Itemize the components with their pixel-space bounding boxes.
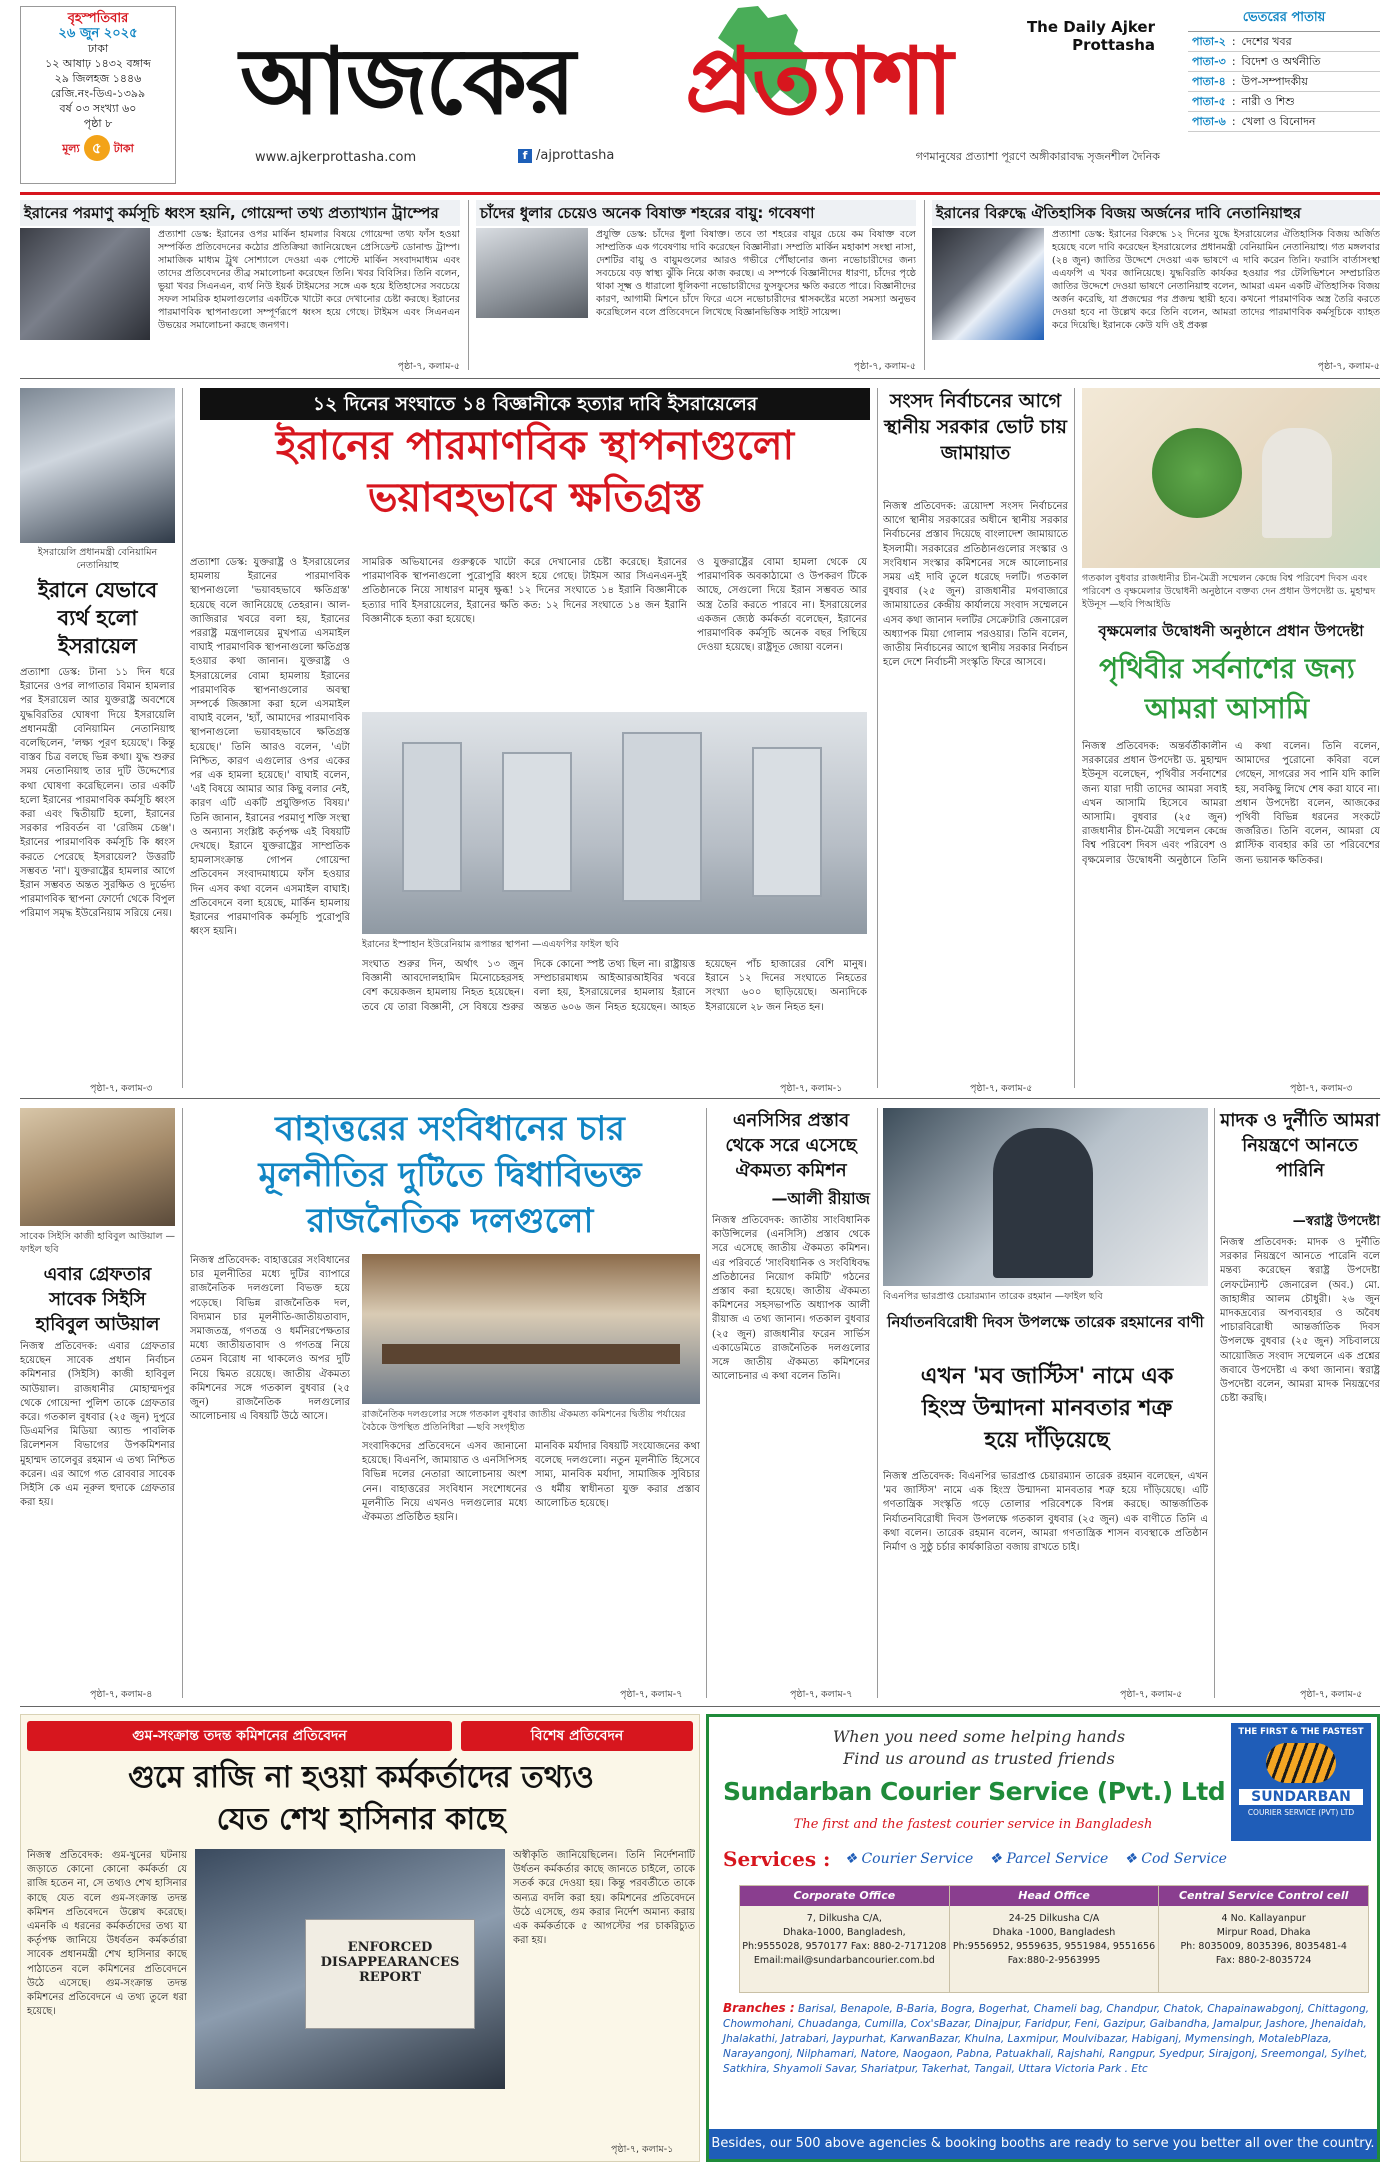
inside-index-page: পাতা-৫ <box>1192 95 1226 108</box>
lead-continue[interactable]: পৃষ্ঠা-৭, কলাম-১ <box>780 1083 843 1094</box>
special-continue[interactable]: পৃষ্ঠা-৭, কলাম-১ <box>611 2144 674 2155</box>
tiger-icon <box>1266 1743 1336 1783</box>
services-label: Services : <box>723 1847 831 1871</box>
ad-badge <box>1231 1723 1371 1841</box>
ad-offices <box>739 1885 1369 1993</box>
inside-index-page: পাতা-৪ <box>1192 75 1226 88</box>
lead-body-2: সামরিক অভিযানের গুরুত্বকে খাটো করে দেখানোর চেষ্টা করেছে। ইরানের পারমাণবিক স্থাপনাগুলো পুরোপুরি ধ্বংস হয়ে গেছে। টাইমস আর সিএনএন-দুই প্রতিষ্ঠানকে নিয়ে সাধারণ মানুষ ক্ষুব্ধ! ১২ দিনের সংঘাতে ১৪ ইরানি বিজ্ঞানীকে হত্যার দাবি ইসরায়েলের, ইরানের ক্ষতি কত: ১২ দিনের সংঘাতে ১৪ জন ইরানি বিজ্ঞানীকে হত্যা করা হয়েছে। <box>362 557 687 625</box>
special-headline-1[interactable]: গুমে রাজি না হওয়া কর্মকর্তাদের তথ্যও <box>128 1760 594 1795</box>
services-list <box>844 1851 1227 1867</box>
top-story-2-continue[interactable]: পৃষ্ঠা-৭, কলাম-৫ <box>853 361 916 372</box>
tagline: গণমানুষের প্রত্যাশা পূরণে অঙ্গীকারাবদ্ধ সৃজনশীল দৈনিক <box>915 150 1160 163</box>
facility-tanks <box>752 747 822 897</box>
tarique-headline-2[interactable]: হিংস্র উন্মাদনা মানবতার শত্রু <box>921 1395 1173 1421</box>
inside-index-page: পাতা-৬ <box>1192 115 1226 128</box>
moon-dust-photo <box>476 228 588 318</box>
english-name: The Daily Ajker Prottasha <box>1026 18 1155 54</box>
ncc-byline: —আলী রীয়াজ <box>771 1189 870 1208</box>
inside-index-label: দেশের খবর <box>1241 35 1292 48</box>
office-line: Fax: 880-2-8035724 <box>1215 1955 1312 1966</box>
aowal-caption: সাবেক সিইসি কাজী হাবিবুল আউয়াল —ফাইল ছবি <box>20 1231 175 1255</box>
office-line: Dhaka -1000, Bangladesh <box>992 1927 1116 1938</box>
divider <box>1214 1108 1215 1698</box>
inside-index-item[interactable]: পাতা-৬ : খেলা ও বিনোদন <box>1188 112 1380 132</box>
ad-branches <box>723 2001 1373 2077</box>
office-column <box>740 1886 950 1992</box>
special-label-left: গুম-সংক্রান্ত তদন্ত কমিশনের প্রতিবেদন <box>27 1721 452 1751</box>
office-title: Central Service Control cell <box>1159 1886 1368 1906</box>
constitution-body-3: মানবিক মর্যাদার বিষয়টি সংযোজনের কথা বলেছে দলগুলো। নতুন মূলনীতি হিসেবে সাম্য, মানবিক মর্যাদা, সামাজিক সুবিচার ও ধর্মীয় স্বাধীনতা যুক্ত করার প্রস্তাব আলোচিত হয়েছে। <box>535 1441 700 1509</box>
yunus-podium-photo <box>1082 388 1380 568</box>
service-label: Cod Service <box>1141 1851 1227 1867</box>
inside-index-item[interactable]: পাতা-৪ : উপ-সম্পাদকীয় <box>1188 72 1380 92</box>
inside-index-label: উপ-সম্পাদকীয় <box>1241 75 1308 88</box>
facility-tanks <box>502 752 572 892</box>
price-value: ৫ <box>84 135 110 161</box>
divider <box>706 1108 707 1698</box>
office-line: Ph:9555028, 9570177 Fax: 880-2-7171208 <box>742 1941 947 1952</box>
consensus-meeting-photo <box>362 1254 700 1404</box>
climate-body: নিজস্ব প্রতিবেদক: অন্তর্বর্তীকালীন সরকারের প্রধান উপদেষ্টা ড. মুহাম্মদ ইউনূস বলেছেন, পৃথিবীর সর্বনাশের জন্য যারা দায়ী তাদের আমরা সবাই এখন আসামি হিসেবে আমরা আসামি। বুধবার (২৫ জুন) রাজধানীর চীন-মৈত্রী সম্মেলন কেন্দ্রে বিশ্ব পরিবেশ দিবস এবং পরিবেশ ও বৃক্ষমেলার উদ্বোধনী অনুষ্ঠানে তিনি এ কথা বলেন। তিনি বলেন, আমাদের পুরোনো কবিরা বলে গেছেন, সাগরের সব পানি যদি কালি হয়, সবকিছু লিখে শেষ করা যাবে না। প্রধান উপদেষ্টা বলেন, আজকের পৃথিবী বিভিন্ন ধরনের সংকটে জর্জরিত। তিনি বলেন, আমরা যে প্লাস্টিক ব্যবহার করি তা পরিবেশের জন্য ভয়ানক ক্ষতিকর। <box>1082 741 1380 866</box>
section-rule <box>20 1098 1380 1099</box>
service-item <box>1124 1851 1227 1867</box>
lead-body-1: প্রত্যাশা ডেস্ক: যুক্তরাষ্ট্র ও ইসরায়েলের হামলায় ইরানের পারমাণবিক স্থাপনাগুলো 'ভয়াবহভাবে ক্ষতিগ্রস্ত' হয়েছে বলে জানিয়েছে তেহরান। আল-জাজিরার খবরে বলা হয়, ইরানের পররাষ্ট্র মন্ত্রণালয়ের মুখপাত্র এসমাইল বাঘাই পারমাণবিক স্থাপনাগুলো ক্ষতিগ্রস্ত হওয়ার কথা জানান। যুক্তরাষ্ট্র ও ইসরায়েলের বোমা হামলায় ইরানের পারমাণবিক স্থাপনাগুলোর অবস্থা সম্পর্কে জিজ্ঞাসা করা হলে এসমাইল বাঘাই বলেন, 'হ্যাঁ, আমাদের পারমাণবিক স্থাপনাগুলো ভয়াবহভাবে ক্ষতিগ্রস্ত হয়েছে।' তিনি আরও বলেন, 'এটা নিশ্চিত, কারণ এগুলোর ওপর একের পর এক হামলা হয়েছে।' বাঘাই বলেন, 'এই বিষয়ে আমার আর কিছু বলার নেই, কারণ এটি একটি প্রযুক্তিগত বিষয়।' তিনি জানান, ইরানের পরমাণু শক্তি সংস্থা ও অন্যান্য সংশ্লিষ্ট কর্তৃপক্ষ এই বিষয়টি দেখছে। ইরানে যুক্তরাষ্ট্রের সাম্প্রতিক হামলাসংক্রান্ত গোপন গোয়েন্দা প্রতিবেদন সংবাদমাধ্যমে ফাঁস হওয়ার দিন এসব কথা বলেন এসমাইল বাঘাই। প্রতিবেদনে বলা হয়েছে, মার্কিন হামলায় ইরানের পারমাণবিক কর্মসূচি পুরোপুরি ধ্বংস হয়নি। <box>190 557 350 938</box>
date-hijri: ২৯ জিলহজ ১৪৪৬ <box>54 72 142 85</box>
inside-index-item[interactable]: পাতা-৫ : নারী ও শিশু <box>1188 92 1380 112</box>
polls-continue[interactable]: পৃষ্ঠা-৭, কলাম-৫ <box>970 1083 1033 1094</box>
special-headline-2[interactable]: যেত শেখ হাসিনার কাছে <box>216 1802 506 1837</box>
ad-badge-sub: COURIER SERVICE (PVT) LTD <box>1247 1808 1355 1817</box>
aowal-body: নিজস্ব প্রতিবেদক: এবার গ্রেফতার হয়েছেন সাবেক প্রধান নির্বাচন কমিশনার (সিইসি) কাজী হাবিবুল আউয়াল। রাজধানীর মোহাম্মদপুর থেকে গোয়েন্দা পুলিশ তাকে গ্রেফতার করে। গতকাল বুধবার (২৫ জুন) দুপুরে ডিএমপির মিডিয়া অ্যান্ড পাবলিক রিলেশনস বিভাগের উপকমিশনার মুহাম্মদ তালেবুর রহমান এ তথ্য নিশ্চিত করেন। এর আগে গত রোববার সাবেক সিইসি কে এম নূরুল হুদাকে গ্রেফতার করা হয়। <box>20 1341 175 1509</box>
diamond-icon: ❖ <box>989 1851 1007 1867</box>
date-bn: ১২ আষাঢ় ১৪৩২ বঙ্গাব্দ <box>45 57 151 70</box>
constitution-continue[interactable]: পৃষ্ঠা-৭, কলাম-৭ <box>620 1689 683 1700</box>
top-story-3-headline[interactable]: ইরানের বিরুদ্ধে ঐতিহাসিক বিজয় অর্জনের দাবি নেতানিয়াহুর <box>932 200 1380 226</box>
top-story-1-headline[interactable]: ইরানের পরমাণু কর্মসূচি ধ্বংস হয়নি, গোয়েন্দা তথ্য প্রত্যাখ্যান ট্রাম্পের <box>20 200 460 226</box>
masthead-rule <box>20 192 1380 195</box>
top-story-1-continue[interactable]: পৃষ্ঠা-৭, কলাম-৫ <box>397 361 460 372</box>
divider <box>924 200 925 370</box>
speaker-figure <box>1262 428 1332 538</box>
top-story-3-continue[interactable]: পৃষ্ঠা-৭, কলাম-৫ <box>1317 361 1380 372</box>
office-title: Corporate Office <box>740 1886 949 1906</box>
office-line: Mirpur Road, Dhaka <box>1216 1927 1311 1938</box>
top-story-1 <box>20 200 460 375</box>
date-en: ২৬ জুন ২০২৫ <box>58 26 138 41</box>
inside-index-label: খেলা ও বিনোদন <box>1241 115 1316 128</box>
lead-body-3: ও যুক্তরাষ্ট্রের বোমা হামলা থেকে যে পারমাণবিক অবকাঠামো ও উপকরণ টিকে আছে, সেগুলো দিয়ে ইরান সম্ভবত আর অস্ত্র তৈরি করতে পারবে না। ইসরায়েলের একজন জ্যেষ্ঠ কর্মকর্তা বলেছেন, ইরানের পারমাণবিক কর্মসূচি অনেক বছর পিছিয়ে দেওয়া হয়েছে। রাষ্ট্রদূত জোয়া বলেন। <box>697 557 867 654</box>
city: ঢাকা <box>87 42 109 55</box>
title-right: প্রত্যাশা <box>685 27 952 135</box>
inside-index <box>1188 6 1380 128</box>
aowal-photo <box>20 1108 175 1226</box>
special-body-2: অস্বীকৃতি জানিয়েছিলেন। তিনি নির্দেশনাটি উর্ধতন কর্মকর্তার কাছে জানতে চাইলে, তাকে সতর্ক করে দেওয়া হয়। কিন্তু পরবর্তীতে তাকে অন্যত্র বদলি করা হয়। কমিশনের প্রতিবেদনে উঠে এসেছে, গুম করার নির্দেশ অমান্য করায় এক কর্মকর্তাকে ৫ আগস্টের পর চাকরিচ্যুত করা হয়। <box>513 1850 695 1947</box>
isfahan-facility-photo <box>362 712 867 934</box>
constitution-headline-3[interactable]: রাজনৈতিক দলগুলো <box>306 1201 594 1241</box>
ncc-headline[interactable]: এনসিসির প্রস্তাব থেকে সরে এসেছে ঐকমত্য কমিশন <box>725 1110 857 1181</box>
aowal-headline[interactable]: এবার গ্রেফতার সাবেক সিইসি হাবিবুল আউয়াল <box>35 1264 160 1335</box>
service-item <box>989 1851 1108 1867</box>
office-line: 4 No. Kallayanpur <box>1221 1913 1306 1924</box>
price-unit: টাকা <box>113 141 134 155</box>
special-report <box>20 1714 700 2162</box>
service-label: Parcel Service <box>1006 1851 1109 1867</box>
ncc-body: নিজস্ব প্রতিবেদক: জাতীয় সাংবিধানিক কাউন্সিলের (এনসিসি) প্রস্তাব থেকে সরে এসেছে জাতীয় ঐকমত্য কমিশন। এর পরিবর্তে 'সাংবিধানিক ও সংবিধিবদ্ধ প্রতিষ্ঠানের নিয়োগ কমিটি' গঠনের প্রস্তাব করা হয়েছে। জাতীয় ঐকমত্য কমিশনের সহসভাপতি অধ্যাপক আলী রীয়াজ এ তথ্য জানান। গতকাল বুধবার (২৫ জুন) রাজধানীর ফরেন সার্ভিস একাডেমিতে রাজনৈতিক দলগুলোর সঙ্গে জাতীয় ঐকমত্য কমিশনের আলোচনার এ কথা বলেন তিনি। <box>712 1215 870 1383</box>
inside-index-label: নারী ও শিশু <box>1241 95 1295 108</box>
inside-index-title: ভেতরের পাতায় <box>1188 6 1380 32</box>
volume: বর্ষ ০৩ সংখ্যা ৬০ <box>59 102 137 115</box>
ad-company: Sundarban Courier Service (Pvt.) Ltd <box>723 1777 1226 1806</box>
diamond-icon: ❖ <box>1124 1851 1142 1867</box>
top-story-2-body: প্রযুক্তি ডেস্ক: চাঁদের ধুলা বিষাক্ত। তবে তা শহরের বায়ুর চেয়ে কম বিষাক্ত বলে সাম্প্রতিক এক গবেষণায় দাবি করেছেন বিজ্ঞানীরা। সম্প্রতি মার্কিন মহাকাশ সংস্থা নাসা, দেশটির বায়ু ও বায়ুমণ্ডলের আরও গভীরে পৌঁছানোর জন্য নভোচারীদের জন্য সবচেয়ে বড় স্বাস্থ্য ঝুঁকি নিয়ে কাজ করছে। এ সম্পর্কে বিজ্ঞানীদের ধারণা, চাঁদের পৃষ্ঠে থাকা সূক্ষ্ম ও ধারালো ধূলিকণা নভোচারীদের ফুসফুসের ক্ষতি করতে পারে। বিজ্ঞানীদের কারণ, আগামী মিশনে চাঁদে ফিরে এসে নভোচারীদের শ্বাসকষ্টের মতো সমস্যা অনুভব করেছিলেন বলে প্রতিবেদনে লিখেছে বিজ্ঞানভিত্তিক সাইট সায়েন্স। <box>596 229 916 318</box>
disappearance-report-photo <box>195 1849 505 2089</box>
office-line: Fax:880-2-9563995 <box>1007 1955 1101 1966</box>
office-column <box>1159 1886 1368 1992</box>
tarique-body: নিজস্ব প্রতিবেদক: বিএনপির ভারপ্রাপ্ত চেয়ারম্যান তারেক রহমান বলেছেন, এখন 'মব জাস্টিস' নামে এক হিংস্র উন্মাদনা মানবতার শত্রু হয়ে দাঁড়িয়েছে। এটি গণতান্ত্রিক সংস্কৃতি গড়ে তোলার পরিবেশকে বিপন্ন করছে। আন্তর্জাতিক নির্যাতনবিরোধী দিবস উপলক্ষে গতকাল বুধবার (২৫ জুন) এক বাণীতে তিনি এ কথা বলেন। তারেক রহমান বলেন, আমরা গণতান্ত্রিক শাসন ব্যবস্থাকে প্রতিষ্ঠান নির্মাণ ও সুষ্ঠু চর্চার কার্যকারিতা বজায় রাখতে চাই। <box>883 1471 1208 1554</box>
tarique-kicker: নির্যাতনবিরোধী দিবস উপলক্ষে তারেক রহমানের বাণী <box>887 1313 1204 1331</box>
report-title-1: ENFORCED <box>347 1940 433 1955</box>
service-item <box>844 1851 973 1867</box>
polls-headline[interactable]: সংসদ নির্বাচনের আগে স্থানীয় সরকার ভোট চায় জামায়াত <box>884 390 1067 464</box>
trump-photo <box>20 228 150 340</box>
report-title-2: DISAPPEARANCES <box>320 1955 460 1970</box>
inside-index-item[interactable]: পাতা-২ : দেশের খবর <box>1188 32 1380 52</box>
report-cover <box>305 1919 475 2029</box>
special-label-right: বিশেষ প্রতিবেদন <box>461 1721 693 1751</box>
lead-kicker: ১২ দিনের সংঘাতে ১৪ বিজ্ঞানীকে হত্যার দাবি ইসরায়েলের <box>200 388 870 420</box>
top-story-1-body: প্রত্যাশা ডেস্ক: ইরানের ওপর মার্কিন হামলার বিষয়ে গোয়েন্দা তথ্য ফাঁস হওয়া সম্পর্কিত প্রতিবেদনের কঠোর প্রতিক্রিয়া জানিয়েছেন প্রেসিডেন্ট ডোনাল্ড ট্রাম্প। সামাজিক মাধ্যম ট্রুথ সোশ্যালে দেওয়া এক পোস্টে মার্কিন সংবাদমাধ্যম এবং তাদের প্রতিবেদনের তীব্র সমালোচনা করেছেন তিনি। খবর বিবিসির। তিনি বলেন, ভুয়া খবর সিএনএন, ব্যর্থ নিউ ইয়র্ক টাইমসের সঙ্গে এক হয়ে ইতিহাসের সবচেয়ে সফল সামরিক হামলাগুলোর একটিকে খাটো করে দেখানোর চেষ্টা করছে। ইরানের পারমাণবিক স্থাপনাগুলো সম্পূর্ণরূপে ধ্বংস হয়ে গেছে। টাইমস এবং সিএনএন উভয়ের সমালোচনা করছে জনগণ। <box>158 229 460 331</box>
left-story-continue[interactable]: পৃষ্ঠা-৭, কলাম-৩ <box>90 1083 153 1094</box>
meeting-caption: রাজনৈতিক দলগুলোর সঙ্গে গতকাল বুধবার জাতীয় ঐকমত্য কমিশনের দ্বিতীয় পর্যায়ের বৈঠকে উপস্থিত প্রতিনিধিরা —ছবি সংগৃহীত <box>362 1409 686 1433</box>
left-story-headline[interactable]: ইরানে যেভাবে ব্যর্থ হলো ইসরায়েল <box>37 577 158 658</box>
tarique-continue[interactable]: পৃষ্ঠা-৭, কলাম-৫ <box>1120 1689 1183 1700</box>
divider <box>182 1108 183 1698</box>
divider <box>182 388 183 1088</box>
lead-body-4 <box>362 958 867 1078</box>
left-story-body: প্রত্যাশা ডেস্ক: টানা ১১ দিন ধরে ইরানের ওপর লাগাতার বিমান হামলার পর ইসরায়েল আর যুক্তরাষ্ট্র অবশেষে যুদ্ধবিরতির ঘোষণা দিয়ে ইসরায়েলি প্রধানমন্ত্রী বেনিয়ামিন নেতানিয়াহু বলেছিলেন, 'লক্ষ্য পূরণ হয়েছে'। কিন্তু বাস্তব চিত্র বলছে ভিন্ন কথা। যুদ্ধ শুরুর সময় নেতানিয়াহু তার দুটি উদ্দেশ্যের কথা ঘোষণা করেছিলেন। তার একটি হলো ইরানের পারমাণবিক কর্মসূচি ধ্বংস করা এবং দ্বিতীয়টি হলো, ইরানের সরকার পরিবর্তন বা 'রেজিম চেঞ্জ'। ইরানের পারমাণবিক কর্মসূচি কি ধ্বংস করতে পেরেছে ইসরায়েল? উত্তরটি সম্ভবত 'না'। যুক্তরাষ্ট্রের হামলার আগে ইরান সম্ভবত অন্তত সুরক্ষিত ও দুর্ভেদ্য পারমাণবিক স্থাপনা ফোর্দো থেকে বিপুল পরিমাণ সমৃদ্ধ ইউরেনিয়াম সরিয়ে নেয়। <box>20 667 175 920</box>
special-body-1: নিজস্ব প্রতিবেদক: গুম-খুনের ঘটনায় জড়াতে কোনো কোনো কর্মকর্তা যে রাজি হতেন না, সে তথ্যও শেখ হাসিনার কাছে যেত বলে গুম-সংক্রান্ত তদন্ত কমিশন প্রতিবেদনে উল্লেখ করেছে। এমনকি এ ধরনের কর্মকর্তাদের তথ্য যা কর্তৃপক্ষ জানিয়ে উধর্বতন কর্মকর্তারা সাবেক প্রধানমন্ত্রী শেখ হাসিনার কাছে পাঠাতেন বলে কমিশনের প্রতিবেদনে উঠে এসেছে। গুম-সংক্রান্ত তদন্ত কমিশনের প্রতিবেদনে এ তথ্য তুলে ধরা হয়েছে। <box>27 1850 187 2018</box>
yunus-caption: গতকাল বুধবার রাজধানীর চীন-মৈত্রী সম্মেলন কেন্দ্রে বিশ্ব পরিবেশ দিবস এবং পরিবেশ ও বৃক্ষমেলার উদ্বোধনী অনুষ্ঠানে বক্তব্য দেন প্রধান উপদেষ্টা ড. মুহাম্মদ ইউনূস —ছবি পিআইডি <box>1082 573 1376 610</box>
inside-index-item[interactable]: পাতা-৩ : বিদেশ ও অর্থনীতি <box>1188 52 1380 72</box>
registration: রেজি.নং-ডিএ-১৩৯৯ <box>50 87 146 100</box>
inside-index-list <box>1188 32 1380 132</box>
office-line: 24-25 Dilkusha C/A <box>1008 1913 1100 1924</box>
drugs-byline: —স্বরাষ্ট্র উপদেষ্টা <box>1292 1214 1380 1229</box>
facility-tanks <box>402 742 462 892</box>
price <box>27 135 169 161</box>
constitution-body-2: সংবাদিকদের প্রতিবেদনে এসব জানানো হয়েছে। বিএনপি, জামায়াত ও এনসিপিসহ বিভিন্ন দলের নেতারা আলোচনায় অংশ নেন। বাহাত্তরের সংবিধান সংশোধনের মূলনীতি নিয়ে এখনও দলগুলোর মধ্যে ঐকমত্য প্রতিষ্ঠিত হয়নি। <box>362 1441 527 1524</box>
office-line: 7, Dilkusha C/A, <box>806 1913 882 1924</box>
top-story-3-body: প্রত্যাশা ডেস্ক: ইরানের বিরুদ্ধে ১২ দিনের যুদ্ধে ইসরায়েলের ঐতিহাসিক বিজয় অর্জিত হয়েছে বলে দাবি করেছেন ইসরায়েলের প্রধানমন্ত্রী বেনিয়ামিন নেতানিয়াহু। গত মঙ্গলবার (২৪ জুন) জাতির উদ্দেশে দেওয়া এক ভাষণে এ দাবি করেন তিনি। ফরাসি বার্তাসংস্থা এএফপি এ খবর জানিয়েছে। যুদ্ধবিরতি কার্যকর হওয়ার পর টেলিভিশনে সম্প্রচারিত জাতির উদ্দেশে দেওয়া ভাষণে নেতানিয়াহু বলেন, আমরা এমন একটি ঐতিহাসিক বিজয় অর্জন করেছি, যা প্রজন্মের পর প্রজন্ম স্থায়ী হবে। কখনো পারমাণবিক অস্ত্র তৈরি করতে দেওয়া হবে না উল্লেখ করে তিনি বলেন, আমরা তাদের পারমাণবিক কর্মসূচিকে ব্যাহত করে দিয়েছি। ইরানকে কেউ যদি ওই প্রকল্প <box>1052 229 1380 331</box>
climate-kicker: বৃক্ষমেলার উদ্বোধনী অনুষ্ঠানে প্রধান উপদেষ্টা <box>1098 622 1364 640</box>
drugs-continue[interactable]: পৃষ্ঠা-৭, কলাম-৫ <box>1300 1689 1363 1700</box>
inside-index-page: পাতা-২ <box>1192 35 1226 48</box>
ad-services <box>723 1847 1373 1871</box>
title-left: আজকের <box>240 27 574 135</box>
constitution-headline-2[interactable]: মূলনীতির দুটিতে দ্বিধাবিভক্ত <box>258 1155 642 1195</box>
website[interactable]: www.ajkerprottasha.com <box>255 150 417 165</box>
ad-slogan-2: Find us around as trusted friends <box>843 1749 1115 1768</box>
office-title: Head Office <box>950 1886 1159 1906</box>
lead-body-4-text: সংঘাত শুরুর দিন, অর্থাৎ ১৩ জুন বিজ্ঞানী আবদোলহামিদ মিনোচেহরসহ বেশ কয়েকজন হামলায় নিহত হয়েছেন। তবে যে তারা বিজ্ঞানী, সে বিষয়ে শুরুর দিকে কোনো স্পষ্ট তথ্য ছিল না। রাষ্ট্রায়ত্ত সম্প্রচারমাধ্যম আইআরআইবির খবরে বলা হয়, ইসরায়েলের হামলায় ইরানে অন্তত ৬০৬ জন নিহত হয়েছেন। আহত হয়েছেন পাঁচ হাজারের বেশি মানুষ। ইরানে ১২ দিনের সংঘাতে নিহতের সংখ্যা ৬০০ ছাড়িয়েছে। অন্যদিকে ইসরায়েলে ২৮ জন নিহত হন। <box>362 959 867 1013</box>
divider <box>877 388 878 1088</box>
drugs-body: নিজস্ব প্রতিবেদক: মাদক ও দুর্নীতি সরকার নিয়ন্ত্রণে আনতে পারেনি বলে মন্তব্য করেছেন স্বরাষ্ট্র উপদেষ্টা লেফটেন্যান্ট জেনারেল (অব.) মো. জাহাঙ্গীর আলম চৌধুরী। ২৬ জুন মাদকদ্রব্যের অপব্যবহার ও অবৈধ পাচারবিরোধী আন্তর্জাতিক দিবস উপলক্ষে বুধবার (২৫ জুন) সচিবালয়ে আয়োজিত সংবাদ সম্মেলনে এক প্রশ্নের জবাবে উপদেষ্টা এ কথা জানান। স্বরাষ্ট্র উপদেষ্টা বলেন, আমরা মাদক নিয়ন্ত্রণের চেষ্টা করছি। <box>1220 1237 1380 1405</box>
netanyahu-flag-photo <box>932 228 1044 340</box>
tarique-caption: বিএনপির ভারপ্রাপ্ত চেয়ারম্যান তারেক রহমান —ফাইল ছবি <box>883 1291 1103 1302</box>
office-line: Ph:9556952, 9559635, 9551984, 9551656 <box>952 1941 1156 1952</box>
ad-footer: Besides, our 500 above agencies & booking booths are ready to serve you better all over the country. <box>709 2129 1377 2159</box>
constitution-body: নিজস্ব প্রতিবেদক: বাহাত্তরের সংবিধানের চার মূলনীতির মধ্যে দুটির ব্যাপারে রাজনৈতিক দলগুলো বিভক্ত হয়ে পড়েছে। বিভিন্ন রাজনৈতিক দল, বিদ্যমান চার মূলনীতি-জাতীয়তাবাদ, সমাজতন্ত্র, গণতন্ত্র ও ধর্মনিরপেক্ষতার মধ্যে জাতীয়তাবাদ ও গণতন্ত্র নিয়ে তেমন বিরোধ না থাকলেও অপর দুটি নিয়ে দ্বিমত রয়েছে। জাতীয় ঐকমত্য কমিশনের সঙ্গে গতকাল বুধবার (২৫ জুন) রাজনৈতিক দলগুলোর আলোচনায় এ বিষয়টি উঠে আসে। <box>190 1255 350 1423</box>
netanyahu-caption: ইসরায়েলি প্রধানমন্ত্রী বেনিয়ামিন নেতানিয়াহু <box>37 547 158 571</box>
ad-badge-top: THE FIRST & THE FASTEST <box>1238 1727 1364 1737</box>
speaker-figure <box>993 1128 1093 1278</box>
logo <box>240 4 952 154</box>
netanyahu-photo <box>20 388 175 543</box>
section-rule <box>20 1706 1380 1707</box>
meeting-table <box>382 1344 680 1364</box>
day: বৃহস্পতিবার <box>67 11 129 26</box>
tarique-photo <box>883 1108 1208 1286</box>
office-column <box>950 1886 1160 1992</box>
branches-list: Barisal, Benapole, B-Baria, Bogra, Bogerhat, Chameli bag, Chandpur, Chatok, Chapainawabgonj, Chittagong, Chowmohani, Chuadanga, Cumilla, Cox'sBazar, Dinajpur, Faridpur, Feni, Gazipur, Gaibandha, Jamalpur, Jashore, Jhenaidah, Jhalakathi, Jatrabari, Jaypurhat, KarwanBazar, Khulna, Laxmipur, Moulvibazar, Habiganj, Mymensingh, MotalebPlaza, Narayangonj, Nilphamari, Natore, Naogaon, Pabna, Patuakhali, Rajshahi, Rangpur, Syedpur, Sirajgonj, Sreemongal, Sylhet, Satkhira, Shyamoli Savar, Shariatpur, Takerhat, Tangail, Uttara Victoria Park . Etc <box>723 2003 1370 2075</box>
facebook-handle: /ajprottasha <box>536 148 615 163</box>
top-story-2-headline[interactable]: চাঁদের ধুলার চেয়েও অনেক বিষাক্ত শহরের বায়ু: গবেষণা <box>476 200 916 226</box>
report-title-3: REPORT <box>358 1970 422 1985</box>
branches-label: Branches : <box>723 2001 795 2015</box>
lead-headline-1[interactable]: ইরানের পারমাণবিক স্থাপনাগুলো <box>275 422 795 469</box>
divider <box>468 200 469 370</box>
drugs-headline[interactable]: মাদক ও দুর্নীতি আমরা নিয়ন্ত্রণে আনতে পারিনি <box>1220 1110 1380 1181</box>
price-label: মূল্য <box>62 141 80 155</box>
facility-tanks <box>622 732 702 902</box>
ncc-continue[interactable]: পৃষ্ঠা-৭, কলাম-৭ <box>790 1689 853 1700</box>
top-story-3 <box>932 200 1380 375</box>
ad-slogan-1: When you need some helping hands <box>832 1727 1126 1746</box>
tarique-headline-1[interactable]: এখন 'মব জাস্টিস' নামে এক <box>920 1363 1174 1389</box>
inside-index-label: বিদেশ ও অর্থনীতি <box>1241 55 1321 68</box>
tarique-headline-3[interactable]: হয়ে দাঁড়িয়েছে <box>984 1427 1110 1453</box>
divider <box>1074 388 1075 1088</box>
inside-index-page: পাতা-৩ <box>1192 55 1226 68</box>
constitution-headline-1[interactable]: বাহাত্তরের সংবিধানের চার <box>275 1109 625 1149</box>
service-label: Courier Service <box>861 1851 974 1867</box>
top-story-2-body-cont <box>476 320 916 360</box>
aowal-continue[interactable]: পৃষ্ঠা-৭, কলাম-৪ <box>90 1689 153 1700</box>
section-rule <box>20 378 1380 379</box>
page-count: পৃষ্ঠা ৮ <box>83 117 113 130</box>
date-box <box>20 6 176 184</box>
climate-headline-2[interactable]: আমরা আসামি <box>1144 692 1310 725</box>
polls-body: নিজস্ব প্রতিবেদক: ত্রয়োদশ সংসদ নির্বাচনের আগে স্থানীয় সরকারের অধীনে স্থানীয় সরকার নির্বাচনের প্রস্তাব দিয়েছে বাংলাদেশ জামায়াতে ইসলামী। সরকারের প্রতিষ্ঠানগুলোর সংস্কার ও সংবিধান সংস্কার কমিশনের সঙ্গে আলোচনার সময় এই দাবি তুলে ধরেছে দলটি। গতকাল বুধবার (২৫ জুন) রাজধানীর মগবাজারে জামায়াতের কেন্দ্রীয় কার্যালয়ে সংবাদ সম্মেলনে এসব কথা জানান দলটির সেক্রেটারি জেনারেল অধ্যাপক মিয়া গোলাম পরওয়ার। তিনি বলেন, জাতীয় নির্বাচনের আগে স্থানীয় সরকার নির্বাচন হলে দেশে নির্বাচনী সংস্কৃতি ফিরে আসবে। <box>883 501 1068 669</box>
plant-illustration <box>1152 428 1242 518</box>
climate-headline-1[interactable]: পৃথিবীর সর্বনাশের জন্য <box>1099 652 1355 685</box>
facebook-link[interactable] <box>518 148 614 163</box>
facility-caption: ইরানের ইস্পাহান ইউরেনিয়াম রূপান্তর স্থাপনা —এএফপির ফাইল ছবি <box>362 939 619 950</box>
ad-subtitle: The first and the fastest courier service in Bangladesh <box>793 1817 1153 1832</box>
office-line: Ph: 8035009, 8035396, 8035481-4 <box>1180 1941 1347 1952</box>
facebook-icon: f <box>518 149 532 163</box>
top-story-2 <box>476 200 916 375</box>
office-line: Email:mail@sundarbancourier.com.bd <box>753 1955 935 1966</box>
office-line: Dhaka-1000, Bangladesh, <box>782 1927 906 1938</box>
lead-headline-2[interactable]: ভয়াবহভাবে ক্ষতিগ্রস্ত <box>367 474 703 521</box>
climate-continue[interactable]: পৃষ্ঠা-৭, কলাম-৩ <box>1290 1083 1353 1094</box>
courier-ad[interactable] <box>706 1714 1380 2162</box>
diamond-icon: ❖ <box>844 1851 862 1867</box>
ad-badge-name: SUNDARBAN <box>1239 1789 1363 1805</box>
